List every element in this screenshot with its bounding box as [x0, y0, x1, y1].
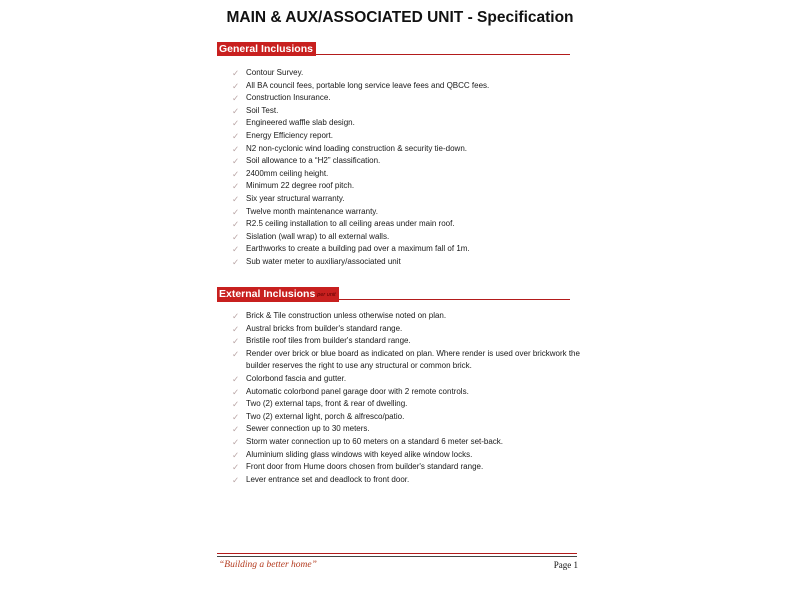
check-mark-icon: ✓ [232, 256, 240, 267]
footer-slogan: “Building a better home” [219, 560, 317, 570]
check-mark-icon: ✓ [232, 80, 240, 91]
list-item: ✓ Soil allowance to a “H2” classification. [232, 156, 381, 167]
check-mark-icon: ✓ [232, 386, 240, 397]
check-mark-icon: ✓ [232, 219, 240, 230]
external-inclusions-heading [217, 284, 570, 300]
check-mark-icon: ✓ [232, 311, 240, 321]
check-mark-icon: ✓ [232, 348, 240, 359]
per-unit-note: per unit [317, 292, 336, 298]
check-mark-icon: ✓ [232, 156, 240, 167]
list-item: ✓ Front door from Hume doors chosen from builder's standard range. [232, 462, 484, 473]
list-item: ✓ Six year structural warranty. [232, 193, 345, 204]
external-inclusions-list [232, 310, 586, 486]
list-item: ✓ Colorbond fascia and gutter. [232, 373, 347, 384]
check-mark-icon: ✓ [232, 93, 240, 104]
list-item: ✓ Two (2) external taps, front & rear of dwelling. [232, 399, 408, 410]
list-item: ✓ Austral bricks from builder's standard range. [232, 323, 403, 334]
list-item: ✓ Render over brick or blue board as indicated on plan. Where render is used over brickwork the builder reserves the right to use any structural or common brick. [232, 348, 580, 371]
list-item: ✓ Storm water connection up to 60 meters on a standard 6 meter set-back. [232, 436, 504, 447]
check-mark-icon: ✓ [232, 231, 240, 242]
list-item: ✓ R2.5 ceiling installation to all ceiling areas under main roof. [232, 219, 455, 230]
list-item: ✓ Engineered waffle slab design. [232, 118, 355, 129]
general-inclusions-label: General Inclusions [217, 42, 316, 56]
footer-divider [217, 553, 577, 554]
check-mark-icon: ✓ [232, 130, 240, 141]
list-item: ✓ Energy Efficiency report. [232, 130, 334, 141]
list-item: ✓ 2400mm ceiling height. [232, 168, 329, 179]
check-mark-icon: ✓ [232, 168, 240, 179]
footer-divider-secondary [217, 556, 577, 557]
general-inclusions-list [232, 67, 586, 269]
check-mark-icon: ✓ [232, 118, 240, 129]
check-mark-icon: ✓ [232, 399, 240, 410]
check-mark-icon: ✓ [232, 411, 240, 422]
page-number: Page 1 [553, 560, 578, 570]
list-item: ✓ Automatic colorbond panel garage door with 2 remote controls. [232, 386, 469, 397]
check-mark-icon: ✓ [232, 143, 240, 154]
check-mark-icon: ✓ [232, 244, 240, 255]
check-mark-icon: ✓ [232, 323, 240, 334]
list-item: ✓ Lever entrance set and deadlock to front door. [232, 474, 410, 485]
page-title: MAIN & AUX/ASSOCIATED UNIT - Specification [226, 9, 574, 26]
check-mark-icon: ✓ [232, 474, 240, 485]
list-item: ✓ Construction Insurance. [232, 93, 331, 104]
list-item: ✓ Contour Survey. [232, 68, 304, 78]
check-mark-icon: ✓ [232, 193, 240, 204]
list-item: ✓ Sub water meter to auxiliary/associated unit [232, 256, 401, 267]
list-item: ✓ Brick & Tile construction unless otherwise noted on plan. [232, 311, 447, 321]
list-item: ✓ Bristile roof tiles from builder's standard range. [232, 336, 411, 347]
check-mark-icon: ✓ [232, 105, 240, 116]
general-inclusions-heading [217, 39, 570, 55]
external-inclusions-label: External Inclusions per unit [217, 287, 339, 302]
list-item: ✓ Twelve month maintenance warranty. [232, 206, 378, 217]
check-mark-icon: ✓ [232, 68, 240, 78]
check-mark-icon: ✓ [232, 436, 240, 447]
check-mark-icon: ✓ [232, 181, 240, 192]
list-item: ✓ Minimum 22 degree roof pitch. [232, 181, 355, 192]
check-mark-icon: ✓ [232, 206, 240, 217]
list-item: ✓ Sislation (wall wrap) to all external walls. [232, 231, 390, 242]
check-mark-icon: ✓ [232, 373, 240, 384]
list-item: ✓ All BA council fees, portable long service leave fees and QBCC fees. [232, 80, 490, 91]
list-item: ✓ Soil Test. [232, 105, 279, 116]
list-item: ✓ Aluminium sliding glass windows with keyed alike window locks. [232, 449, 473, 460]
list-item: ✓ Earthworks to create a building pad over a maximum fall of 1m. [232, 244, 470, 255]
list-item: ✓ N2 non-cyclonic wind loading construction & security tie-down. [232, 143, 467, 154]
check-mark-icon: ✓ [232, 462, 240, 473]
list-item: ✓ Sewer connection up to 30 meters. [232, 424, 370, 435]
check-mark-icon: ✓ [232, 449, 240, 460]
check-mark-icon: ✓ [232, 336, 240, 347]
check-mark-icon: ✓ [232, 424, 240, 435]
list-item: ✓ Two (2) external light, porch & alfresco/patio. [232, 411, 405, 422]
